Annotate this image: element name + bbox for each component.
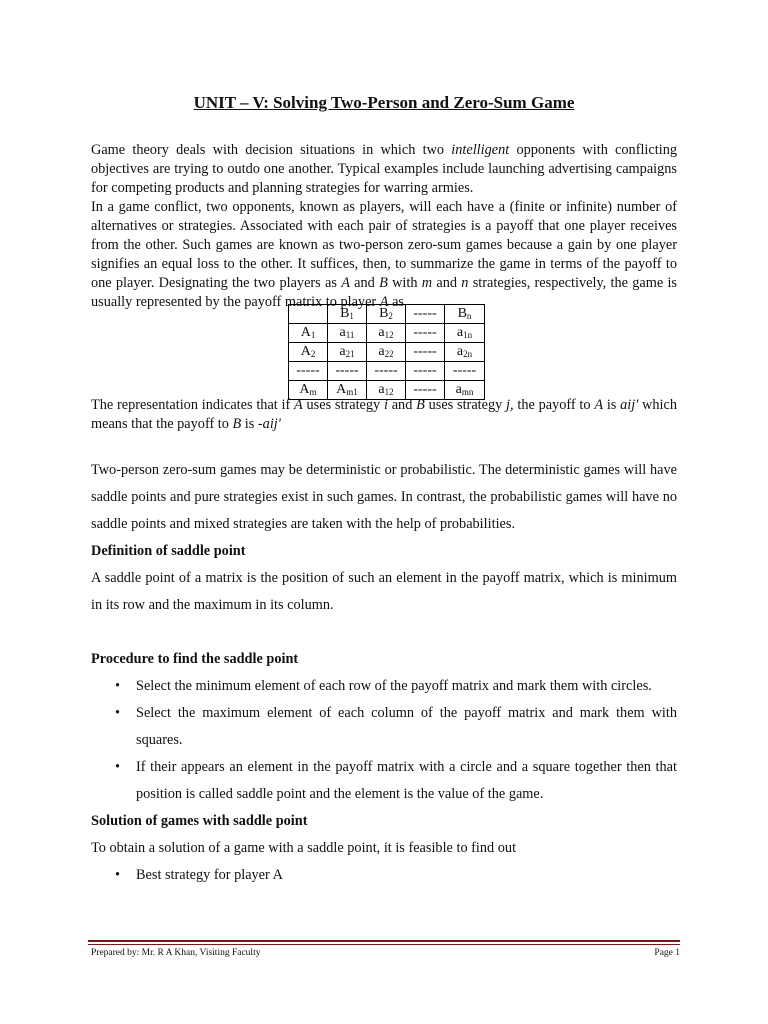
table-cell: $a_{21}$: [328, 343, 367, 362]
table-row: [289, 324, 485, 343]
table-cell: -----: [406, 362, 445, 381]
intro-paragraph-1: Game theory deals with decision situations in which two intelligent opponents with conflicting objectives are trying to outdo one another. Typical examples include launching advertising campaigns for competing products and planning strategies for warring armies.: [91, 142, 677, 196]
list-item: • Best strategy for player A: [91, 862, 677, 889]
table-cell: $B_n$: [445, 305, 485, 324]
representation-paragraph: The representation indicates that if A uses strategy i and B uses strategy j, the payoff to A is aij' which means that the payoff to B is -aij': [91, 397, 677, 432]
solution-text: To obtain a solution of a game with a saddle point, it is feasible to find out: [91, 840, 517, 856]
intro-paragraph-2: In a game conflict, two opponents, known as players, will each have a (finite or infinite) number of alternatives or strategies. Associated with each pair of strategies is a payoff that one player receives from the other. Such games are known as two-person zero-sum games because a gain by one player signifies an equal loss to the other. It suffices, then, to summarize the game in terms of the payoff to one player. Designating the two players as A and B with m and n strategies, respectively, the game is usually represented by the payoff matrix to player A as: [91, 199, 677, 310]
table-cell: -----: [445, 362, 485, 381]
table-cell: $a_{11}$: [328, 324, 367, 343]
table-cell: -----: [406, 305, 445, 324]
table-cell: [289, 305, 328, 324]
table-cell: -----: [406, 343, 445, 362]
table-cell: $A_2$: [289, 343, 328, 362]
procedure-list: [91, 673, 677, 808]
page-title: UNIT – V: Solving Two-Person and Zero-Sum Game: [193, 93, 575, 112]
footer-rule-thick: [88, 940, 680, 942]
main-body: [91, 457, 677, 889]
definition-heading: Definition of saddle point: [91, 543, 246, 559]
representation-section: [91, 396, 677, 434]
table-row: [289, 362, 485, 381]
table-cell: $A_1$: [289, 324, 328, 343]
list-item: • If their appears an element in the payoff matrix with a circle and a square together then that position is called saddle point and the element is the value of the game.: [91, 754, 677, 808]
table-cell: $B_1$: [328, 305, 367, 324]
bullet-icon: •: [115, 705, 121, 721]
list-item: • Select the maximum element of each column of the payoff matrix and mark them with squares.: [91, 700, 677, 754]
list-item: • Select the minimum element of each row of the payoff matrix and mark them with circles.: [91, 673, 677, 700]
payoff-matrix-table: [288, 304, 485, 400]
table-cell: $a_{22}$: [367, 343, 406, 362]
table-cell: -----: [289, 362, 328, 381]
definition-text: A saddle point of a matrix is the position of such an element in the payoff matrix, which is minimum in its row and the maximum in its column.: [91, 570, 677, 613]
table-cell: $a_{2n}$: [445, 343, 485, 362]
table-cell: $A_{m1}$: [328, 381, 367, 400]
table-header-row: [289, 305, 485, 324]
footer-author: Prepared by: Mr. R A Khan, Visiting Faculty: [91, 948, 261, 958]
table-cell: -----: [406, 324, 445, 343]
bullet-icon: •: [115, 678, 121, 694]
table-cell: -----: [367, 362, 406, 381]
table-cell: $a_{1n}$: [445, 324, 485, 343]
table-cell: -----: [328, 362, 367, 381]
solution-list: [91, 862, 677, 889]
intro-section: [91, 141, 677, 312]
procedure-heading: Procedure to find the saddle point: [91, 651, 299, 667]
table-cell: $A_m$: [289, 381, 328, 400]
table-cell: -----: [406, 381, 445, 400]
table-cell: $B_2$: [367, 305, 406, 324]
table-row: [289, 343, 485, 362]
table-cell: $a_{mn}$: [445, 381, 485, 400]
table-cell: $a_{12}$: [367, 381, 406, 400]
bullet-icon: •: [115, 867, 121, 883]
bullet-icon: •: [115, 759, 121, 775]
footer-page-number: Page 1: [654, 948, 680, 958]
footer-rule-thin: [88, 944, 680, 945]
deterministic-paragraph: Two-person zero-sum games may be deterministic or probabilistic. The deterministic games will have saddle points and pure strategies exist in such games. In contrast, the probabilistic games will have no saddle points and mixed strategies are taken with the help of probabilities.: [91, 462, 677, 532]
table-cell: $a_{12}$: [367, 324, 406, 343]
solution-heading: Solution of games with saddle point: [91, 813, 308, 829]
